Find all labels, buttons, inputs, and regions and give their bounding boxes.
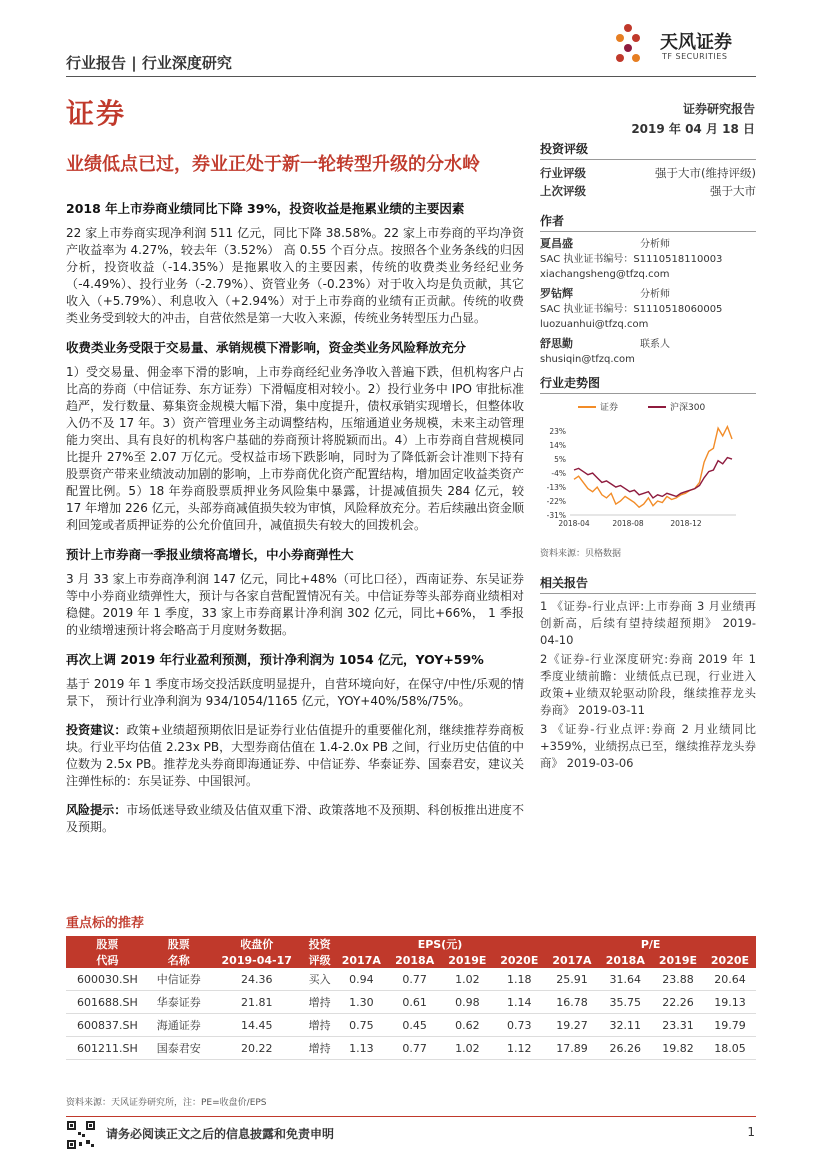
table-cell: 20.22 <box>240 1041 273 1055</box>
related-report-link[interactable]: 2《证券-行业深度研究:券商 2019 年 1 季度业绩前瞻：业绩低点已现，行业进入政策+业绩双轮驱动阶段，继续推荐龙头券商》 2019-03-11 <box>540 652 756 717</box>
table-header: 股票 <box>66 936 149 952</box>
y-tick-label: -13% <box>546 483 566 493</box>
rating-panel <box>540 140 756 200</box>
x-tick-label: 2018-12 <box>670 519 702 528</box>
analyst-email[interactable]: xiachangsheng@tfzq.com <box>540 269 670 280</box>
table-cell: 买入 <box>308 973 331 986</box>
table-cell: 1.18 <box>507 972 532 986</box>
investment-label: 投资建议： <box>66 723 127 737</box>
table-cell: 中信证券 <box>156 973 201 986</box>
related-report-link[interactable]: 3 《证券-行业点评:券商 2 月业绩同比+359%，业绩拐点已至，继续推荐龙头券商》 2019-03-06 <box>540 722 756 770</box>
table-cell: 600030.SH <box>77 972 138 986</box>
y-tick-label: -4% <box>551 469 566 479</box>
table-header: 2019E <box>652 952 704 968</box>
table-row <box>66 991 756 1014</box>
table-cell: 0.73 <box>507 1018 532 1032</box>
trend-chart <box>540 395 756 545</box>
table-cell: 24.36 <box>240 972 273 986</box>
table-cell: 19.82 <box>662 1041 694 1055</box>
rating-title: 投资评级 <box>540 140 756 160</box>
analyst-entry <box>540 236 756 282</box>
table-header: EPS(元) <box>335 936 546 952</box>
section-body: 1）受交易量、佣金率下滑的影响，上市券商经纪业务净收入普遍下跌，但机构客户占比高的券商（中信证券、东方证券）下滑幅度相对较小。2）投行业务中 IPO 审批标准趋严，发行数量、募集资金规模大幅下滑，集中度提升，债权承销实现增长，但整体收入仍不及 17 年。3）资产管理业务主动调整结构，压缩通道业务规模，未来主动管理能力突出、具有良好的机构客户基础的券商预计将脱颖而出。4）上市券商自营规模同比提升 27%至 2.07 万亿元。受权益市场下跌影响，同时为了降低新会计准则下持有股票资产带来业绩波动加剧的影响，上市券商优化资产配置结构，增加固定收益类资产配置比例。5）18 年券商股票质押业务风险集中暴露，计提减值损失 284 亿元，较 17 年增加 226 亿元，头部券商减值损失较为审慎，风险释放充分。若后续融出资金顺利回笼或者质押证券的公允价值回升，减值损失有较大的回拨机会。 <box>66 365 524 532</box>
y-tick-label: 5% <box>554 455 566 465</box>
section-title: 2018 年上市券商业绩同比下降 39%，投资收益是拖累业绩的主要因素 <box>66 201 465 216</box>
section-body: 基于 2019 年 1 季度市场交投活跃度明显提升，自营环境向好，在保守/中性/乐观的情景下， 预计行业净利润为 934/1054/1165 亿元，YOY+40%/58%/75%。 <box>66 677 524 708</box>
table-header: 2020E <box>704 952 756 968</box>
analyst-entry <box>540 336 756 367</box>
stocks-title: 重点标的推荐 <box>66 916 145 931</box>
sector-title: 证券 <box>66 97 127 130</box>
table-header: 收盘价 <box>209 936 305 952</box>
related-title: 相关报告 <box>540 574 756 594</box>
analyst-name: 舒思勤 <box>540 337 573 350</box>
stocks-table <box>66 936 756 1060</box>
table-cell: 1.30 <box>349 995 374 1009</box>
table-cell: 0.61 <box>402 995 427 1009</box>
table-cell: 16.78 <box>556 995 588 1009</box>
investment-body: 政策+业绩超预期依旧是证券行业估值提升的重要催化剂，继续推荐券商板块。行业平均估值 2.23x PB，大型券商估值在 1.4-2.0x PB 之间，行业历史估值的中位数为 2.5x PB。推荐龙头券商即海通证券、中信证券、华泰证券、国泰君安，建议关注弹性标的：东吴证券、中国银河。 <box>66 723 524 788</box>
table-row <box>66 968 756 991</box>
table-cell: 22.26 <box>662 995 694 1009</box>
table-header: 投资 <box>305 936 335 952</box>
logo-text-en: TF SECURITIES <box>662 52 728 61</box>
table-header: 2019-04-17 <box>209 952 305 968</box>
table-cell: 17.89 <box>556 1041 588 1055</box>
analyst-sac: SAC 执业证书编号：S1110518060005 <box>540 304 723 315</box>
related-panel <box>540 574 756 774</box>
y-tick-label: 23% <box>549 427 566 437</box>
table-header: 2020E <box>493 952 545 968</box>
table-cell: 海通证券 <box>156 1019 201 1032</box>
logo-text: 天风证券 <box>660 32 732 53</box>
table-header: 名称 <box>149 952 209 968</box>
page-number: 1 <box>747 1125 755 1139</box>
table-header: 2019E <box>441 952 493 968</box>
table-cell: 0.75 <box>349 1018 374 1032</box>
table-cell: 23.31 <box>662 1018 694 1032</box>
table-cell: 601211.SH <box>77 1041 138 1055</box>
analyst-role: 联系人 <box>640 339 670 350</box>
report-date: 2019 年 04 月 18 日 <box>631 122 755 136</box>
table-cell: 增持 <box>308 1042 331 1055</box>
table-cell: 19.13 <box>714 995 746 1009</box>
rating-value: 强于大市 <box>710 184 756 198</box>
table-header: P/E <box>545 936 756 952</box>
y-tick-label: 14% <box>549 441 566 451</box>
section-title: 再次上调 2019 年行业盈利预测，预计净利润为 1054 亿元，YOY+59% <box>66 652 484 667</box>
table-cell: 增持 <box>308 1019 331 1032</box>
analyst-email[interactable]: luozuanhui@tfzq.com <box>540 319 649 330</box>
table-cell: 19.27 <box>556 1018 588 1032</box>
qr-code-icon <box>66 1120 96 1150</box>
table-head-row <box>66 936 756 952</box>
table-cell: 0.45 <box>402 1018 427 1032</box>
table-cell: 31.64 <box>609 972 642 986</box>
investment-advice <box>66 722 524 790</box>
footer-divider <box>66 1116 756 1117</box>
analyst-role: 分析师 <box>640 289 670 300</box>
trend-title: 行业走势图 <box>540 374 756 394</box>
header-divider <box>66 76 756 77</box>
table-header: 2017A <box>335 952 388 968</box>
analyst-email[interactable]: shusiqin@tfzq.com <box>540 354 635 365</box>
table-cell: 国泰君安 <box>156 1042 201 1055</box>
table-cell: 19.79 <box>714 1018 746 1032</box>
table-cell: 0.77 <box>402 972 427 986</box>
table-row <box>66 1037 756 1060</box>
y-tick-label: -22% <box>546 497 566 507</box>
rating-row <box>540 182 756 200</box>
table-cell: 1.13 <box>349 1041 374 1055</box>
section-title: 预计上市券商一季报业绩将高增长，中小券商弹性大 <box>66 547 354 562</box>
table-header: 评级 <box>305 952 335 968</box>
rating-key: 行业评级 <box>540 166 586 180</box>
table-cell: 32.11 <box>609 1018 642 1032</box>
series-line <box>574 427 732 508</box>
table-cell: 1.14 <box>507 995 532 1009</box>
table-cell: 35.75 <box>609 995 642 1009</box>
table-cell: 增持 <box>308 996 331 1009</box>
legend-label: 沪深300 <box>670 403 706 413</box>
y-tick-label: -31% <box>546 511 566 520</box>
analyst-role: 分析师 <box>640 239 670 250</box>
report-type: 证券研究报告 <box>682 102 755 116</box>
x-tick-label: 2018-04 <box>558 519 590 528</box>
authors-panel <box>540 212 756 367</box>
x-tick-label: 2018-08 <box>612 519 644 528</box>
section-title: 收费类业务受限于交易量、承销规模下滑影响，资金类业务风险释放充分 <box>66 340 467 355</box>
report-category: 行业报告 | 行业深度研究 <box>66 54 232 72</box>
analyst-name: 罗钻辉 <box>540 287 573 300</box>
table-cell: 1.02 <box>455 1041 480 1055</box>
legend-label: 证券 <box>600 403 619 413</box>
table-cell: 1.12 <box>507 1041 532 1055</box>
authors-title: 作者 <box>540 212 756 232</box>
table-cell: 25.91 <box>556 972 588 986</box>
table-cell: 601688.SH <box>77 995 138 1009</box>
risk-label: 风险提示： <box>66 803 127 817</box>
table-cell: 0.94 <box>349 972 374 986</box>
main-content <box>66 200 524 848</box>
table-header: 2017A <box>545 952 598 968</box>
table-header: 股票 <box>149 936 209 952</box>
table-cell: 26.26 <box>609 1041 642 1055</box>
risk-warning <box>66 802 524 836</box>
table-cell: 600837.SH <box>77 1018 138 1032</box>
table-cell: 1.02 <box>455 972 480 986</box>
section-body: 22 家上市券商实现净利润 511 亿元，同比下降 38.58%。22 家上市券商的平均净资产收益率为 4.27%，较去年（3.52%） 高 0.55 个百分点。按照各个业务条线的归因分析，投资收益（-14.35%）是拖累收入的主要因素，传统的收费类业务经纪业务（-4.49%）、投行业务（-2.79%）、资管业务（-0.23%）对于收入均是负贡献，其它收入（+5.79%）、利息收入（+2.94%）对于上市券商的业绩有正贡献。传统的收费类业务受到较大的冲击，自营依然是第一大收入来源，传统业务转型压力凸显。 <box>66 226 524 325</box>
section-body: 3 月 33 家上市券商净利润 147 亿元，同比+48%（可比口径），西南证券、东吴证券等中小券商业绩弹性大，预计与各家自营配置情况有关。中信证券等头部券商业绩相对稳健。2019 年 1 季度，33 家上市券商累计净利润 302 亿元，同比+66%， 1 季报的业绩增速预计将会略高于月度财务数据。 <box>66 572 524 637</box>
related-report-link[interactable]: 1 《证券-行业点评:上市券商 3 月业绩再创新高，后续有望持续超预期》 2019-04-10 <box>540 599 756 647</box>
table-head-row <box>66 952 756 968</box>
table-cell: 0.98 <box>455 995 480 1009</box>
table-cell: 0.62 <box>455 1018 480 1032</box>
table-header: 代码 <box>66 952 149 968</box>
analyst-name: 夏昌盛 <box>540 237 573 250</box>
series-line <box>574 458 732 498</box>
table-cell: 21.81 <box>240 995 273 1009</box>
table-header: 2018A <box>599 952 652 968</box>
chart-source: 资料来源：贝格数据 <box>540 549 622 559</box>
analyst-entry <box>540 286 756 332</box>
risk-body: 市场低迷导致业绩及估值双重下滑、政策落地不及预期、科创板推出进度不及预期。 <box>66 803 524 834</box>
table-cell: 20.64 <box>714 972 746 986</box>
table-header: 2018A <box>388 952 441 968</box>
rating-key: 上次评级 <box>540 184 586 198</box>
table-cell: 华泰证券 <box>156 996 201 1009</box>
headline: 业绩低点已过，券业正处于新一轮转型升级的分水岭 <box>66 154 480 175</box>
disclaimer-link[interactable]: 请务必阅读正文之后的信息披露和免责申明 <box>106 1127 335 1141</box>
rating-value: 强于大市(维持评级) <box>655 166 756 180</box>
table-cell: 14.45 <box>240 1018 273 1032</box>
table-source: 资料来源：天风证券研究所，注：PE=收盘价/EPS <box>66 1098 267 1108</box>
table-cell: 18.05 <box>714 1041 746 1055</box>
table-row <box>66 1014 756 1037</box>
table-cell: 23.88 <box>662 972 694 986</box>
analyst-sac: SAC 执业证书编号：S1110518110003 <box>540 254 723 265</box>
table-cell: 0.77 <box>402 1041 427 1055</box>
rating-row <box>540 164 756 182</box>
